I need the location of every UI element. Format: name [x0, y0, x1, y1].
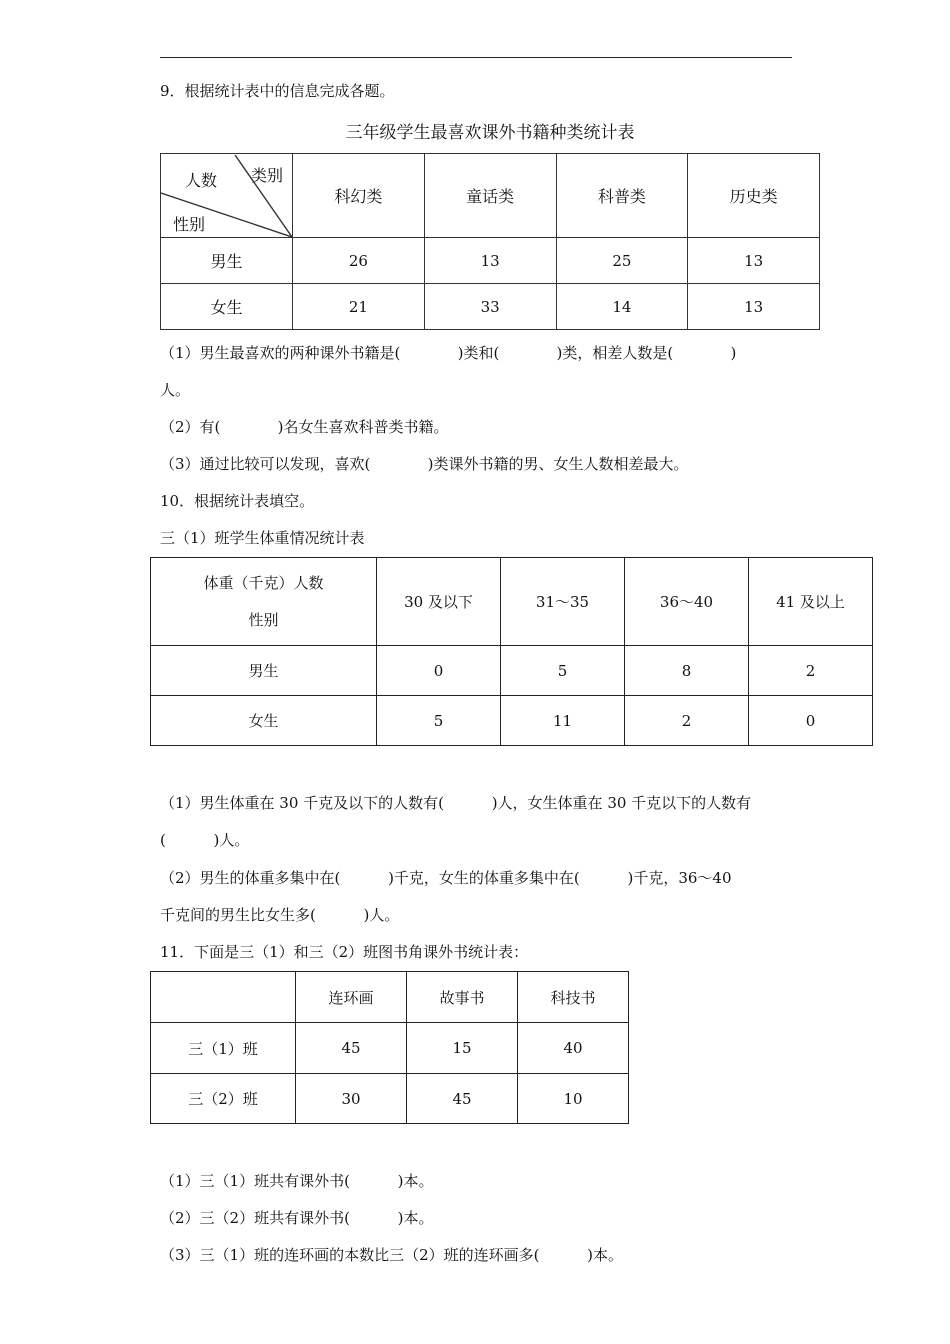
header-rule — [160, 57, 792, 58]
q10-cell: 11 — [501, 696, 625, 746]
q10-sub1-line1: （1）男生体重在 30 千克及以下的人数有( )人，女生体重在 30 千克以下的人数有 — [160, 794, 752, 812]
table-row — [161, 238, 820, 284]
q11-cell: 10 — [518, 1074, 629, 1124]
q10-cell: 0 — [749, 696, 873, 746]
q9-cell: 26 — [293, 238, 425, 284]
table-row — [151, 696, 873, 746]
q9-row-label: 男生 — [161, 238, 293, 284]
q10-corner-cell — [151, 558, 377, 646]
q9-col-header: 历史类 — [688, 154, 820, 238]
q10-sub2-line1: （2）男生的体重多集中在( )千克，女生的体重多集中在( )千克，36～40 — [160, 869, 732, 887]
q11-sub3: （3）三（1）班的连环画的本数比三（2）班的连环画多( )本。 — [160, 1246, 624, 1264]
table-row — [151, 1074, 629, 1124]
q11-cell: 45 — [407, 1074, 518, 1124]
q10-row-label: 男生 — [151, 646, 377, 696]
q9-corner-cell — [161, 154, 293, 238]
q9-cell: 13 — [688, 238, 820, 284]
q10-cell: 5 — [377, 696, 501, 746]
q9-sub1-line2: 人。 — [160, 381, 191, 399]
q10-cell: 2 — [625, 696, 749, 746]
q9-col-header: 童话类 — [424, 154, 556, 238]
q11-cell: 30 — [296, 1074, 407, 1124]
q11-row-label: 三（2）班 — [151, 1074, 296, 1124]
q11-col-header: 连环画 — [296, 972, 407, 1023]
q9-heading: 9．根据统计表中的信息完成各题。 — [160, 82, 395, 100]
q10-row-label: 女生 — [151, 696, 377, 746]
q9-row-label: 女生 — [161, 284, 293, 330]
q11-sub2: （2）三（2）班共有课外书( )本。 — [160, 1209, 434, 1227]
q9-corner-category: 类别 — [251, 165, 284, 185]
q9-table-title: 三年级学生最喜欢课外书籍种类统计表 — [345, 123, 635, 143]
q9-cell: 13 — [424, 238, 556, 284]
q11-sub1: （1）三（1）班共有课外书( )本。 — [160, 1172, 434, 1190]
q11-cell: 40 — [518, 1023, 629, 1074]
q11-col-header: 科技书 — [518, 972, 629, 1023]
table-row — [151, 1023, 629, 1074]
q10-cell: 8 — [625, 646, 749, 696]
q10-col-header: 41 及以上 — [749, 558, 873, 646]
q9-sub1-line1: （1）男生最喜欢的两种课外书籍是( )类和( )类，相差人数是( ) — [160, 344, 737, 362]
q11-cell: 45 — [296, 1023, 407, 1074]
q10-table-title: 三（1）班学生体重情况统计表 — [160, 529, 365, 547]
q9-cell: 13 — [688, 284, 820, 330]
q11-corner-cell — [151, 972, 296, 1023]
q9-corner-count: 人数 — [185, 170, 218, 190]
q9-sub3: （3）通过比较可以发现，喜欢( )类课外书籍的男、女生人数相差最大。 — [160, 455, 689, 473]
q9-cell: 33 — [424, 284, 556, 330]
q9-cell: 14 — [556, 284, 688, 330]
q10-col-header: 31～35 — [501, 558, 625, 646]
q11-stat-table — [150, 971, 629, 1124]
q10-stat-table — [150, 557, 873, 746]
q11-heading: 11．下面是三（1）和三（2）班图书角课外书统计表： — [160, 943, 529, 961]
q10-heading: 10．根据统计表填空。 — [160, 492, 315, 510]
q9-stat-table — [160, 153, 820, 330]
q9-corner-gender: 性别 — [173, 214, 206, 234]
q10-sub1-line2: ( )人。 — [160, 831, 250, 849]
q10-corner-line1: 体重（千克）人数 — [203, 573, 324, 592]
table-row — [151, 646, 873, 696]
q9-col-header: 科普类 — [556, 154, 688, 238]
q10-col-header: 30 及以下 — [377, 558, 501, 646]
q10-cell: 5 — [501, 646, 625, 696]
q10-cell: 2 — [749, 646, 873, 696]
q11-cell: 15 — [407, 1023, 518, 1074]
q9-sub2: （2）有( )名女生喜欢科普类书籍。 — [160, 418, 449, 436]
q10-corner-line2: 性别 — [248, 610, 279, 629]
q10-sub2-line2: 千克间的男生比女生多( )人。 — [160, 906, 400, 924]
q9-col-header: 科幻类 — [293, 154, 425, 238]
q11-col-header: 故事书 — [407, 972, 518, 1023]
q10-col-header: 36～40 — [625, 558, 749, 646]
q11-row-label: 三（1）班 — [151, 1023, 296, 1074]
q9-cell: 25 — [556, 238, 688, 284]
q10-cell: 0 — [377, 646, 501, 696]
table-row — [161, 284, 820, 330]
q9-cell: 21 — [293, 284, 425, 330]
